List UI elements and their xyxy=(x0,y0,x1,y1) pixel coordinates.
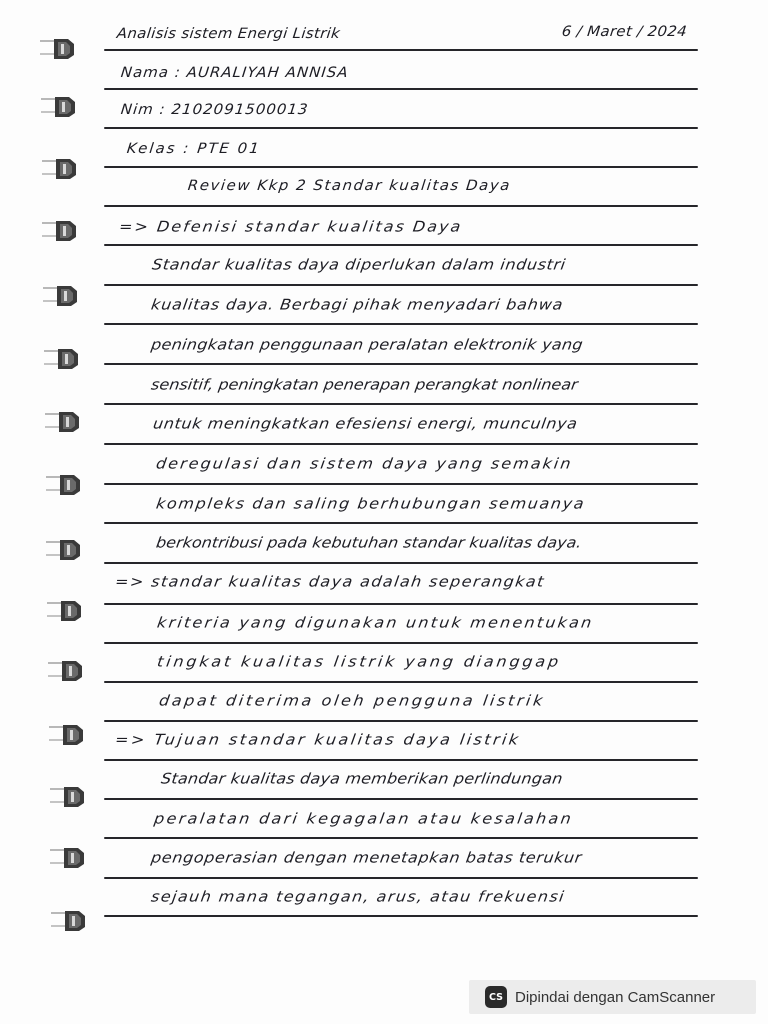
note-line: => Defenisi standar kualitas Daya xyxy=(118,217,464,235)
ruled-line xyxy=(104,642,698,644)
spiral-ring-icon xyxy=(49,907,93,933)
spiral-ring-icon xyxy=(40,217,84,243)
spiral-ring-icon xyxy=(47,721,91,747)
ruled-line xyxy=(104,720,698,722)
page-title: Analisis sistem Energi Listrik xyxy=(116,24,342,42)
spiral-ring-icon xyxy=(41,282,85,308)
student-name: Nama : AURALIYAH ANNISA xyxy=(120,63,350,81)
note-line: pengoperasian dengan menetapkan batas terukur xyxy=(150,848,584,866)
ruled-line xyxy=(104,205,698,207)
note-line: Standar kualitas daya diperlukan dalam industri xyxy=(151,255,568,273)
ruled-line xyxy=(104,798,698,800)
student-class: Kelas : PTE 01 xyxy=(126,139,262,157)
ruled-line xyxy=(104,837,698,839)
note-line: peningkatan penggunaan peralatan elektronik yang xyxy=(150,335,585,353)
note-line: => standar kualitas daya adalah seperangkat xyxy=(114,572,547,590)
ruled-line xyxy=(104,915,698,917)
spiral-ring-icon xyxy=(44,536,88,562)
note-line: sensitif, peningkatan penerapan perangkat nonlinear xyxy=(150,375,580,393)
watermark-text: Dipindai dengan CamScanner xyxy=(515,988,716,1006)
spiral-ring-icon xyxy=(38,35,82,61)
ruled-line xyxy=(104,562,698,564)
ruled-line xyxy=(104,877,698,879)
note-line: kriteria yang digunakan untuk menentukan xyxy=(156,613,595,631)
spiral-ring-icon xyxy=(43,408,87,434)
ruled-line xyxy=(104,483,698,485)
spiral-ring-icon xyxy=(39,93,83,119)
spiral-ring-icon xyxy=(48,844,92,870)
ruled-line xyxy=(104,681,698,683)
camscanner-logo-icon: CS xyxy=(485,986,507,1008)
ruled-line xyxy=(104,88,698,90)
spiral-ring-icon xyxy=(42,345,86,371)
ruled-line xyxy=(104,759,698,761)
ruled-line xyxy=(104,284,698,286)
note-line: kompleks dan saling berhubungan semuanya xyxy=(155,494,587,512)
note-line: deregulasi dan sistem daya yang semakin xyxy=(155,454,574,472)
note-line: sejauh mana tegangan, arus, atau frekuensi xyxy=(150,887,567,905)
spiral-ring-icon xyxy=(40,155,84,181)
note-line: untuk meningkatkan efesiensi energi, munculnya xyxy=(152,414,579,432)
student-nim: Nim : 2102091500013 xyxy=(120,100,310,118)
spiral-ring-icon xyxy=(46,657,90,683)
spiral-ring-icon xyxy=(45,597,89,623)
ruled-line xyxy=(104,244,698,246)
ruled-line xyxy=(104,363,698,365)
ruled-line xyxy=(104,323,698,325)
note-line: => Tujuan standar kualitas daya listrik xyxy=(114,730,522,748)
spiral-ring-icon xyxy=(44,471,88,497)
ruled-line xyxy=(104,403,698,405)
note-line: dapat diterima oleh pengguna listrik xyxy=(158,691,547,709)
page-date: 6 / Maret / 2024 xyxy=(561,22,688,40)
ruled-line xyxy=(104,522,698,524)
review-heading: Review Kkp 2 Standar kualitas Daya xyxy=(187,176,512,194)
spiral-ring-icon xyxy=(48,783,92,809)
note-line: tingkat kualitas listrik yang dianggap xyxy=(156,652,563,670)
ruled-line xyxy=(104,603,698,605)
ruled-line xyxy=(104,166,698,168)
ruled-line xyxy=(104,49,698,51)
scanner-watermark xyxy=(469,980,756,1014)
note-line: kualitas daya. Berbagi pihak menyadari bahwa xyxy=(150,295,565,313)
note-line: berkontribusi pada kebutuhan standar kualitas daya. xyxy=(155,533,583,551)
note-line: peralatan dari kegagalan atau kesalahan xyxy=(153,809,575,827)
ruled-line xyxy=(104,127,698,129)
ruled-line xyxy=(104,443,698,445)
note-line: Standar kualitas daya memberikan perlindungan xyxy=(160,769,564,787)
